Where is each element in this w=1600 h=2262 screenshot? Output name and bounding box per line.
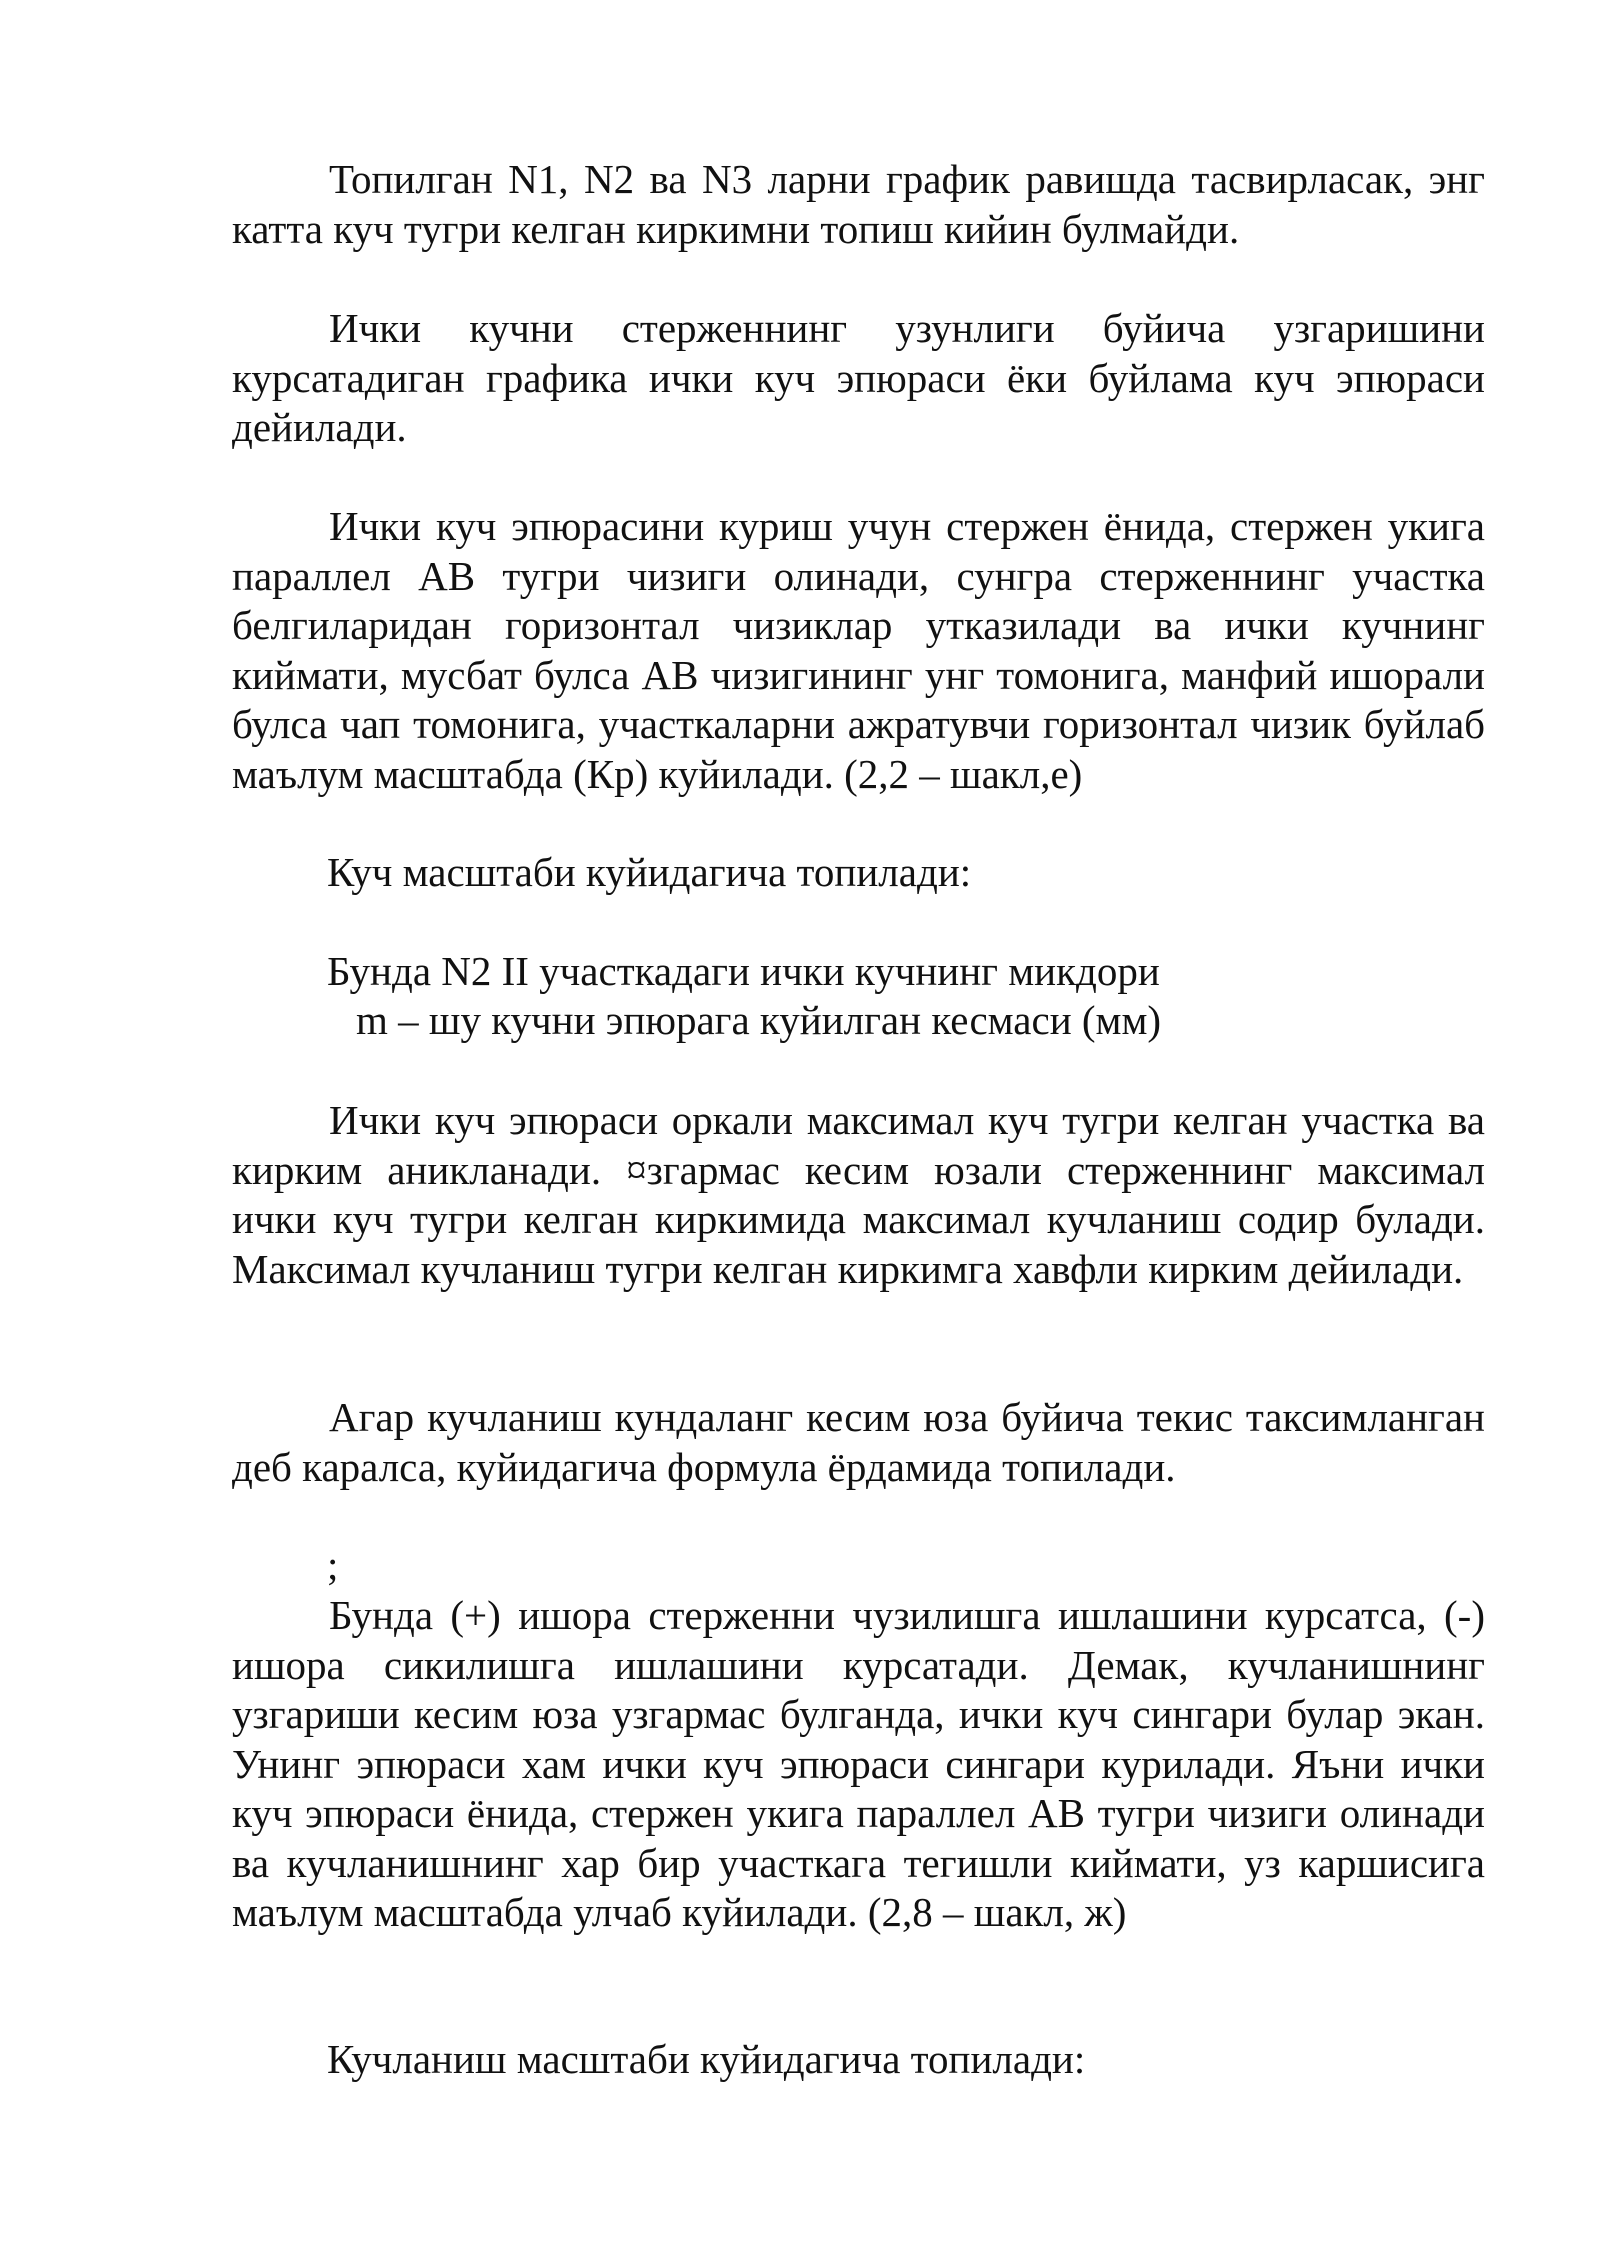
- paragraph-stress-scale: Кучланиш масштаби куйидагича топилади:: [327, 2036, 1086, 2082]
- paragraph-sign-convention: Бунда (+) ишора стерженни чузилишга ишлашини курсатса, (-) ишора сикилишга ишлашини курсатади. Демак, кучланишнинг узгариши кесим юза узгармас булганда, ички куч сингари булар экан. Унинг эпюраси хам ички куч эпюраси сингари курилади. Яъни ички куч эпюраси ёнида, стержен укига параллел АВ тугри чизиги олинади ва кучланишнинг хар бир участкага тегишли киймати, уз каршисига маълум масштабда улчаб куйилади. (2,8 – шакл, ж): [232, 1592, 1485, 1935]
- paragraph-diagram-construction: Ички куч эпюрасини куриш учун стержен ёнида, стержен укига параллел АВ тугри чизиги олинади, сунгра стерженнинг участка белгиларидан горизонтал чизиклар утказилади ва ички кучнинг киймати, мусбат булса АВ чизигининг унг томонига, манфий ишорали булса чап томонига, участкаларни ажратувчи горизонтал чизик буйлаб маълум масштабда (Кр) куйилади. (2,2 – шакл,е): [232, 503, 1485, 797]
- paragraph-dangerous-section: Ички куч эпюраси оркали максимал куч тугри келган участка ва кирким аникланади. ¤згармас кесим юзали стерженнинг максимал ички куч тугри келган киркимида максимал кучланиш содир булади. Максимал кучланиш тугри келган киркимга хавфли кирким дейилади.: [232, 1097, 1485, 1292]
- formula-placeholder: ;: [327, 1542, 339, 1588]
- paragraph-force-scale: Куч масштаби куйидагича топилади:: [327, 849, 972, 895]
- paragraph-where-n2: Бунда N2 II участкадаги ички кучнинг микдори: [327, 948, 1160, 994]
- paragraph-where-m: m – шу кучни эпюрага куйилган кесмаси (мм): [356, 997, 1162, 1043]
- paragraph-internal-force-diagram-definition: Ички кучни стерженнинг узунлиги буйича узгаришини курсатадиган графика ички куч эпюраси ёки буйлама куч эпюраси дейилади.: [232, 305, 1485, 450]
- paragraph-uniform-stress: Агар кучланиш кундаланг кесим юза буйича текис таксимланган деб каралса, куйидагича формула ёрдамида топилади.: [232, 1394, 1485, 1490]
- paragraph-graph-intro: Топилган N1, N2 ва N3 ларни график равишда тасвирласак, энг катта куч тугри келган киркимни топиш кийин булмайди.: [232, 156, 1485, 252]
